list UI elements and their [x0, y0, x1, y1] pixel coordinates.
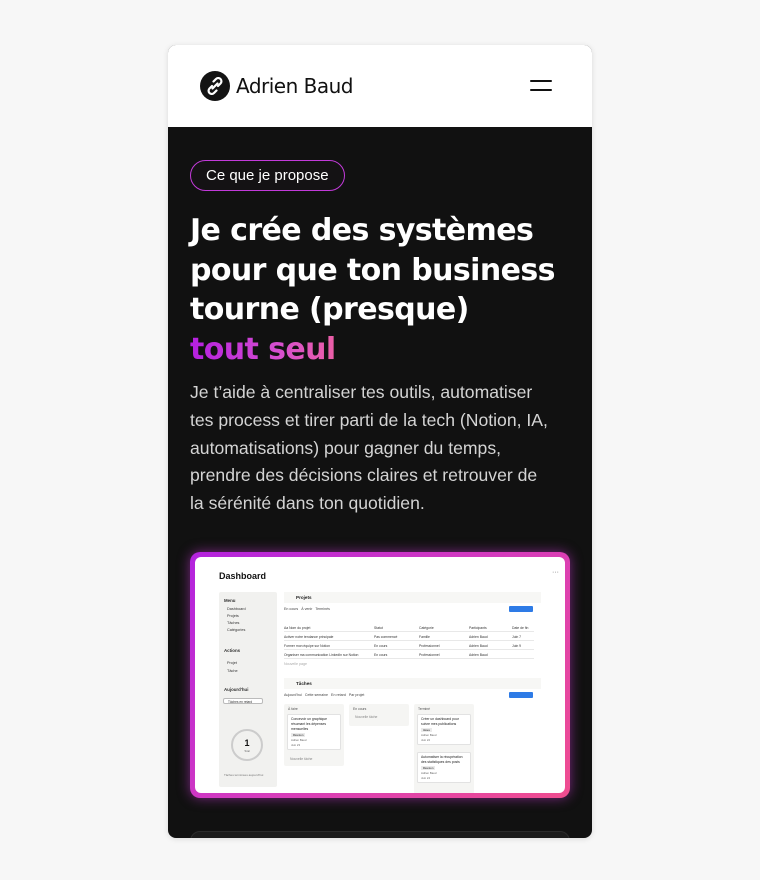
- hero-section: [190, 160, 580, 518]
- column-title: En cours: [353, 707, 367, 711]
- sidebar-item: Tâches: [227, 621, 240, 625]
- today-title: Aujourd'hui: [224, 687, 249, 692]
- table-row: [284, 650, 534, 659]
- task-card: [417, 714, 471, 745]
- board-column: [349, 704, 409, 726]
- cell: En cours: [374, 643, 388, 648]
- hero-lead: [190, 379, 580, 518]
- task-count: 1: [244, 738, 250, 748]
- task-counter: [231, 729, 263, 761]
- card-tag: Réunion: [293, 733, 304, 737]
- card-tag: Idées: [423, 728, 430, 732]
- card-date: Juin 22: [421, 737, 431, 742]
- menu-line-top: [530, 80, 552, 82]
- task-card: [287, 714, 341, 750]
- projects-tabs: [284, 607, 330, 611]
- table-row: [284, 641, 534, 650]
- menu-title: Menu: [224, 598, 236, 603]
- site-header: [168, 45, 592, 127]
- dashboard-preview: [195, 557, 565, 793]
- lead-line: Je t’aide à centraliser tes outils, automatiser: [190, 382, 533, 402]
- next-section-card: [190, 831, 570, 838]
- card-owner: Adrien Baud: [421, 771, 437, 775]
- tasks-tabs: [284, 693, 364, 697]
- sidebar-item: Dashboard: [227, 607, 246, 611]
- action-item: Tâche: [227, 669, 238, 673]
- hero-headline: [190, 211, 580, 369]
- cell: Juin 7: [512, 634, 522, 639]
- cell: Juin 9: [512, 643, 522, 648]
- new-button: [509, 606, 533, 612]
- new-task-link: Nouvelle tâche: [290, 757, 313, 761]
- lead-line: la sérénité dans ton quotidien.: [190, 493, 425, 514]
- col-header: Statut: [374, 625, 383, 630]
- mobile-page: [168, 45, 592, 838]
- col-header: Participants: [469, 625, 487, 630]
- cell: Famille: [419, 634, 430, 639]
- card-title: Créer un dashboard pour suivre mes publications: [421, 717, 459, 726]
- card-owner: Adrien Baud: [291, 738, 307, 742]
- new-button: [509, 692, 533, 698]
- projects-tab: Terminés: [315, 607, 330, 611]
- column-title: À faire: [288, 707, 298, 711]
- column-title: Terminé: [418, 707, 431, 711]
- link-logo-glyph: [206, 77, 224, 95]
- sidebar-footer: Tâches terminées aujourd'hui: [224, 773, 264, 777]
- table-row: [284, 632, 534, 641]
- card-title: Automatiser la récupération des statistiques des posts: [421, 755, 463, 764]
- menu-line-bottom: [530, 89, 552, 91]
- card-title: Concevoir un graphique résumant les dépenses mensuelles: [291, 717, 328, 731]
- sidebar-item: Projets: [227, 614, 239, 618]
- tasks-tab: En retard: [331, 693, 346, 697]
- col-header: Catégorie: [419, 625, 434, 630]
- lead-line: prendre des décisions claires et retrouver de: [190, 465, 538, 486]
- headline-line: tourne (presque): [190, 292, 469, 327]
- task-count-label: Total: [244, 750, 250, 753]
- cell: Former mon équipe sur Notion: [284, 643, 330, 648]
- tasks-tab: Par projet: [348, 693, 365, 697]
- cell: Organiser ma communication LinkedIn sur Notion: [284, 652, 359, 657]
- more-icon: ···: [552, 569, 559, 576]
- today-filter: Tâches en retard: [223, 698, 263, 704]
- lead-line: tes process et tirer parti de la tech (Notion, IA,: [190, 409, 548, 430]
- tasks-tab: Cette semaine: [304, 693, 329, 697]
- dashboard-screenshot: [190, 552, 570, 798]
- board-column: [284, 704, 344, 766]
- sidebar-item: Catégories: [227, 628, 246, 632]
- brand-name[interactable]: Adrien Baud: [236, 74, 353, 98]
- card-tag: Réunion: [423, 766, 434, 770]
- headline-accent: tout seul: [190, 331, 336, 367]
- lead-line: automatisations) pour gagner du temps,: [190, 437, 502, 458]
- col-header: Aa Nom du projet: [284, 625, 311, 630]
- board-column: [414, 704, 474, 793]
- hamburger-icon[interactable]: [524, 73, 554, 99]
- cell: Professionnel: [419, 652, 440, 657]
- link-logo-icon[interactable]: [200, 71, 230, 101]
- col-header: Date de fin: [512, 625, 529, 630]
- card-date: Juin 23: [291, 742, 301, 747]
- cell: Adrien Baud: [469, 652, 488, 657]
- new-task-link: Nouvelle tâche: [355, 715, 378, 719]
- cell: Adrien Baud: [469, 643, 488, 648]
- cell: Professionnel: [419, 643, 440, 648]
- cell: Pas commencé: [374, 634, 398, 639]
- card-owner: Adrien Baud: [421, 733, 437, 737]
- projects-tab: En cours: [284, 607, 299, 611]
- projects-tab: À venir: [301, 607, 313, 611]
- headline-line: pour que ton business: [190, 252, 555, 288]
- tasks-tab: Aujourd'hui: [284, 693, 302, 697]
- headline-line: Je crée des systèmes: [190, 213, 534, 248]
- cell: Activer notre tendance principale: [284, 634, 334, 639]
- new-page-link: Nouvelle page: [284, 662, 307, 666]
- cell: Adrien Baud: [469, 634, 488, 639]
- projects-header: Projets: [284, 592, 541, 603]
- hero-badge: Ce que je propose: [190, 160, 345, 191]
- dashboard-title: Dashboard: [219, 571, 267, 581]
- task-card: [417, 752, 471, 783]
- actions-title: Actions: [224, 648, 241, 653]
- dashboard-sidebar: [219, 592, 277, 787]
- cell: En cours: [374, 652, 388, 657]
- tasks-header: Tâches: [284, 678, 541, 689]
- action-item: Projet: [227, 661, 237, 665]
- card-date: Juin 24: [421, 775, 431, 780]
- projects-header-row: [284, 623, 534, 632]
